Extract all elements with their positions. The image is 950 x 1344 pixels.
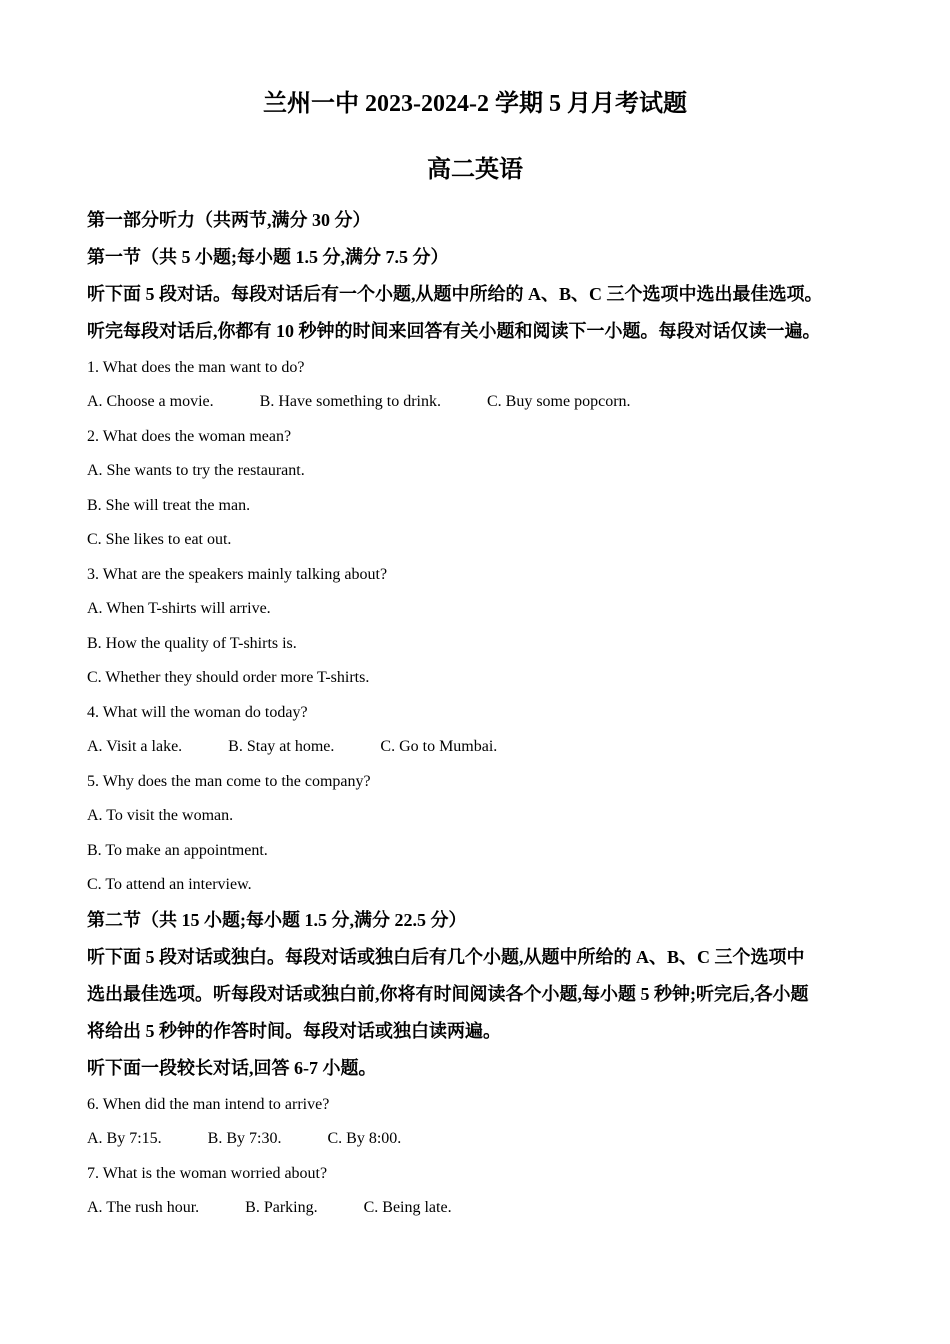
option-b: B. To make an appointment.: [87, 842, 268, 859]
option-c: C. To attend an interview.: [87, 876, 252, 893]
option-a: A. By 7:15.: [87, 1130, 162, 1147]
section2-heading: 第二节（共 15 小题;每小题 1.5 分,满分 22.5 分）: [87, 910, 467, 930]
question-stem: 7. What is the woman worried about?: [87, 1165, 328, 1182]
option-a: A. Visit a lake.: [87, 738, 183, 755]
option-b: B. Have something to drink.: [259, 393, 441, 410]
section1-instruction-1: 听下面 5 段对话。每段对话后有一个小题,从题中所给的 A、B、C 三个选项中选出最佳选项。: [87, 284, 823, 304]
section1-instruction-2: 听完每段对话后,你都有 10 秒钟的时间来回答有关小题和阅读下一小题。每段对话仅读一遍。: [87, 321, 821, 341]
option-b: B. Stay at home.: [228, 738, 335, 755]
section2-instruction-1: 听下面 5 段对话或独白。每段对话或独白后有几个小题,从题中所给的 A、B、C 三个选项中: [87, 947, 805, 967]
option-b: B. Parking.: [245, 1199, 318, 1216]
option-a: A. To visit the woman.: [87, 807, 234, 824]
question-stem: 4. What will the woman do today?: [87, 704, 308, 721]
option-c: C. By 8:00.: [327, 1130, 402, 1147]
option-a: A. Choose a movie.: [87, 393, 214, 410]
part1-heading: 第一部分听力（共两节,满分 30 分）: [87, 210, 371, 230]
option-a: A. When T-shirts will arrive.: [87, 600, 271, 617]
option-c: C. Being late.: [363, 1199, 452, 1216]
option-c: C. Whether they should order more T-shirts.: [87, 669, 370, 686]
section2-instruction-2: 选出最佳选项。听每段对话或独白前,你将有时间阅读各个小题,每小题 5 秒钟;听完后,各小题: [87, 984, 809, 1004]
question-options-row: [87, 392, 631, 412]
option-c: C. She likes to eat out.: [87, 531, 232, 548]
question-stem: 6. When did the man intend to arrive?: [87, 1096, 330, 1113]
option-b: B. She will treat the man.: [87, 497, 251, 514]
section2-instruction-3: 将给出 5 秒钟的作答时间。每段对话或独白读两遍。: [87, 1021, 501, 1041]
section1-heading: 第一节（共 5 小题;每小题 1.5 分,满分 7.5 分）: [87, 247, 449, 267]
question-stem: 1. What does the man want to do?: [87, 359, 305, 376]
option-c: C. Go to Mumbai.: [380, 738, 498, 755]
section2-subheading: 听下面一段较长对话,回答 6-7 小题。: [87, 1058, 377, 1078]
question-options-row: [87, 1198, 452, 1218]
question-stem: 5. Why does the man come to the company?: [87, 773, 371, 790]
question-options-row: [87, 1129, 401, 1149]
option-b: B. By 7:30.: [207, 1130, 282, 1147]
exam-title: 兰州一中 2023-2024-2 学期 5 月月考试题: [263, 91, 687, 117]
option-a: A. She wants to try the restaurant.: [87, 462, 305, 479]
option-c: C. Buy some popcorn.: [486, 393, 631, 410]
exam-subtitle: 高二英语: [427, 157, 523, 183]
question-options-row: [87, 737, 497, 757]
question-stem: 2. What does the woman mean?: [87, 428, 292, 445]
question-stem: 3. What are the speakers mainly talking about?: [87, 566, 388, 583]
option-a: A. The rush hour.: [87, 1199, 200, 1216]
option-b: B. How the quality of T-shirts is.: [87, 635, 297, 652]
